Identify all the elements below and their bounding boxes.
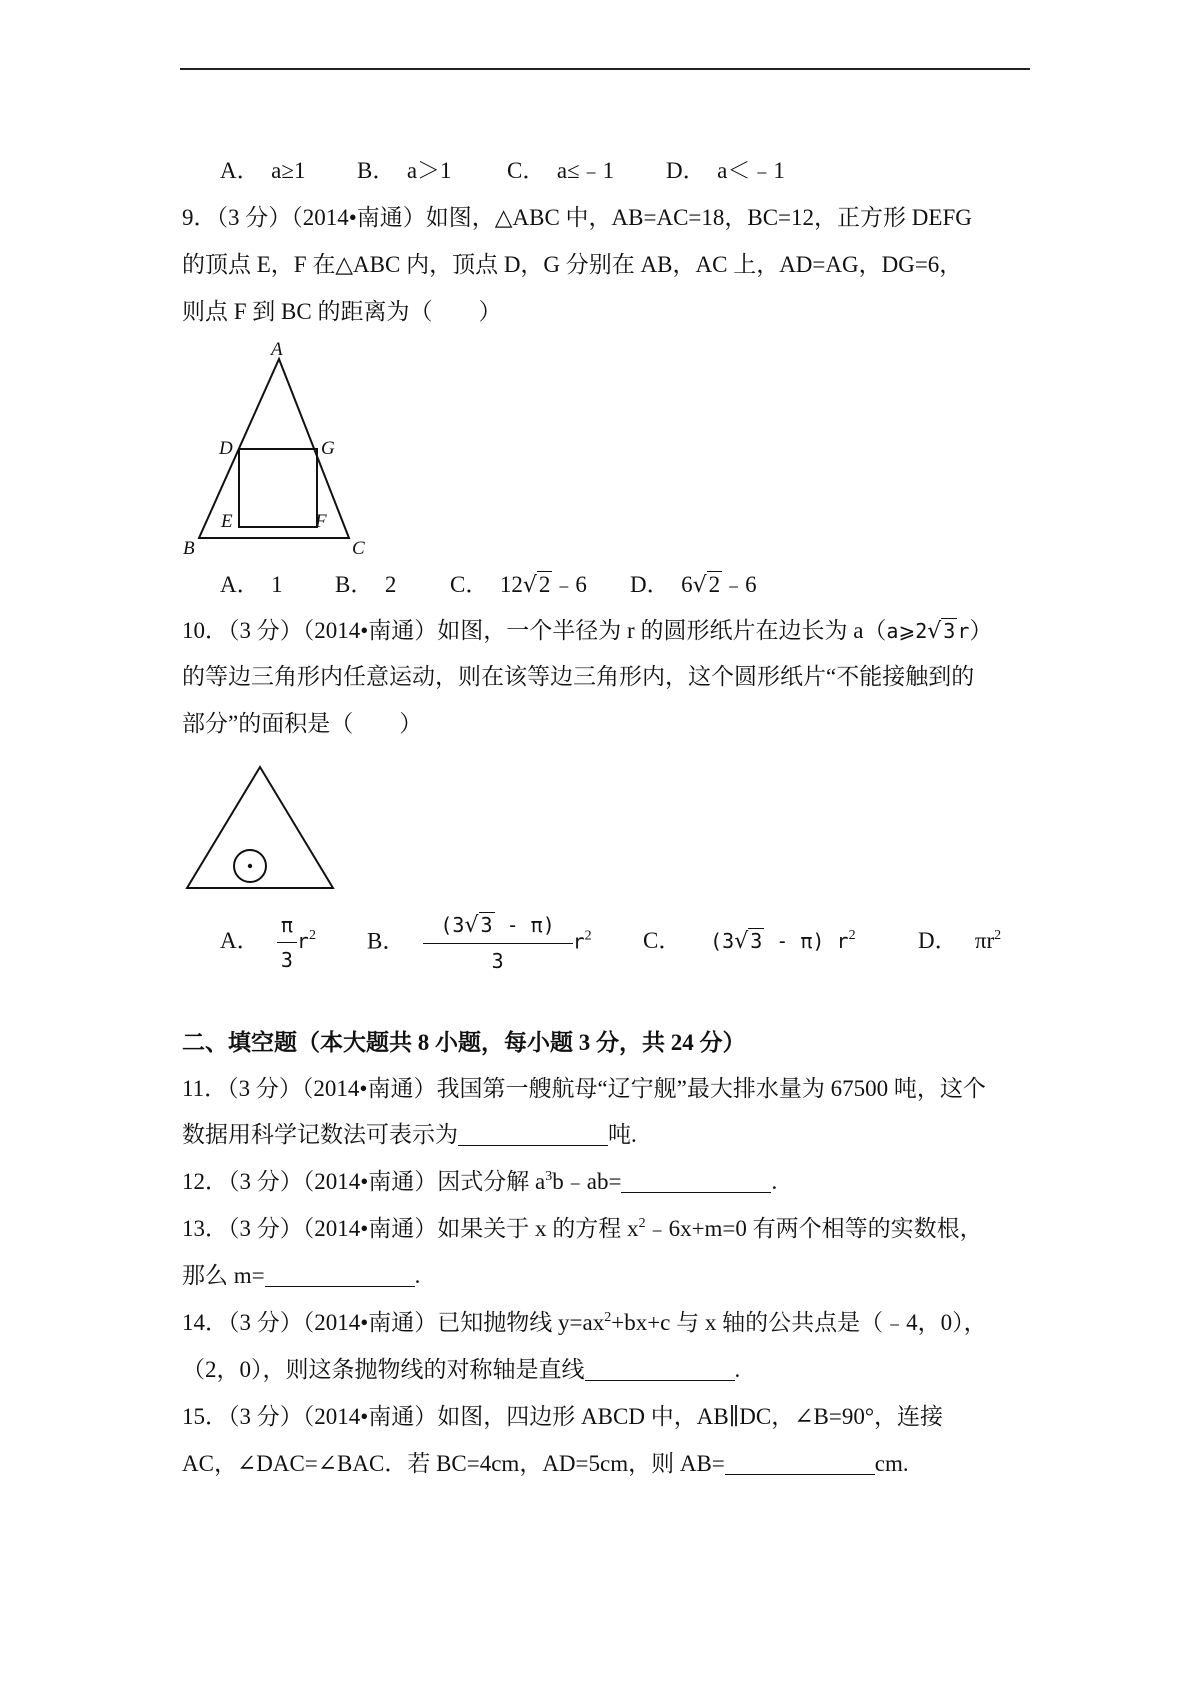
q9-option-b: B． 2 [335, 572, 397, 597]
q13-stem-line-1: 13．（3 分）（2014•南通）如果关于 x 的方程 $x^2﹣6x+m=0$ 有两个相等的实数根， [182, 1216, 983, 1241]
sqrt-icon: √ [927, 619, 942, 644]
q14-stem-line-2: （2，0），则这条抛物线的对称轴是直线 . [182, 1357, 741, 1382]
q8-option-d: D． a＜﹣1 [666, 158, 785, 183]
q8-option-a: A． a≥1 [220, 158, 306, 183]
label-b: B [183, 538, 195, 559]
q12-stem: 12．（3 分）（2014•南通）因式分解 $a^3b﹣ab=$ . [182, 1169, 778, 1194]
q10-option-c: C． (3√ 3 - π) $r^2$ [643, 928, 856, 954]
answer-blank [585, 1358, 735, 1381]
sqrt-icon: √ [692, 573, 707, 598]
q10-stem-line-1: 10．（3 分）（2014•南通）如图，一个半径为 r 的圆形纸片在边长为 a（a⩾2√ 3 r） [182, 618, 993, 644]
sqrt-icon: √ [522, 573, 537, 598]
q10-stem-line-2: 的等边三角形内任意运动，则在该等边三角形内，这个圆形纸片“不能接触到的 [182, 664, 975, 689]
q9-triangle-figure [175, 335, 375, 560]
answer-blank [621, 1170, 771, 1193]
q9-option-a: A． 1 [220, 572, 283, 597]
q8-option-c: C． a≤﹣1 [507, 158, 615, 183]
q9-stem-line-2: 的顶点 E，F 在△ABC 内，顶点 D，G 分别在 AB，AC 上，AD=AG，DG=6， [182, 252, 963, 277]
q14-stem-line-1: 14．（3 分）（2014•南通）已知抛物线 $y=ax^2+bx+c$ 与 x 轴的公共点是（﹣4，0）， [182, 1310, 987, 1335]
square-defg [239, 449, 317, 527]
label-d: D [219, 438, 233, 459]
q10-condition: a⩾2√ 3 r [886, 619, 970, 644]
fraction: $\frac{(3√ 3 - \pi)}{3}$ [423, 910, 573, 976]
sqrt-icon: √ [734, 929, 749, 954]
label-f: F [315, 511, 327, 532]
q10-option-d: D． $\pi r^2$ [918, 928, 1002, 953]
answer-blank [265, 1264, 415, 1287]
header-rule [180, 68, 1030, 70]
sqrt-icon: √ [464, 913, 479, 938]
equilateral-triangle [187, 767, 333, 888]
q11-stem-line-2: 数据用科学记数法可表示为 吨. [182, 1122, 637, 1147]
label-g: G [321, 438, 335, 459]
q9-option-c: C． 12√2﹣6 [450, 572, 587, 598]
q9-option-d: D． 6√2﹣6 [630, 572, 757, 598]
q15-stem-line-1: 15．（3 分）（2014•南通）如图，四边形 ABCD 中，AB∥DC，∠B=90°，连接 [182, 1404, 944, 1429]
q10-option-a: A． $\frac{\pi}{3}$ $r^2$ [220, 910, 316, 975]
q10-triangle-figure [180, 755, 340, 895]
q8-option-b: B． a＞1 [357, 158, 452, 183]
label-a: A [271, 339, 283, 360]
q9-stem-line-3: 则点 F 到 BC 的距离为（ ） [182, 299, 502, 324]
label-c: C [352, 538, 365, 559]
answer-blank [458, 1123, 608, 1146]
fraction: $\frac{\pi}{3}$ [277, 910, 297, 975]
answer-blank [725, 1452, 875, 1475]
q15-stem-line-2: AC，∠DAC=∠BAC．若 BC=4cm，AD=5cm，则 AB= cm. [182, 1451, 909, 1476]
q9-stem-line-1: 9．（3 分）（2014•南通）如图，△ABC 中，AB=AC=18，BC=12，正方形 DEFG [182, 205, 972, 230]
q10-option-b: B． $\frac{(3√ 3 - \pi)}{3}$ $r^2$ [367, 910, 592, 976]
q11-stem-line-1: 11．（3 分）（2014•南通）我国第一艘航母“辽宁舰”最大排水量为 67500 吨，这个 [182, 1076, 986, 1101]
q10-stem-line-3: 部分”的面积是（ ） [182, 711, 423, 736]
label-e: E [221, 511, 233, 532]
section-title-fill-in: 二、填空题（本大题共 8 小题，每小题 3 分，共 24 分） [182, 1030, 746, 1055]
q13-stem-line-2: 那么 m= . [182, 1263, 421, 1288]
circle-center-dot [248, 864, 252, 868]
